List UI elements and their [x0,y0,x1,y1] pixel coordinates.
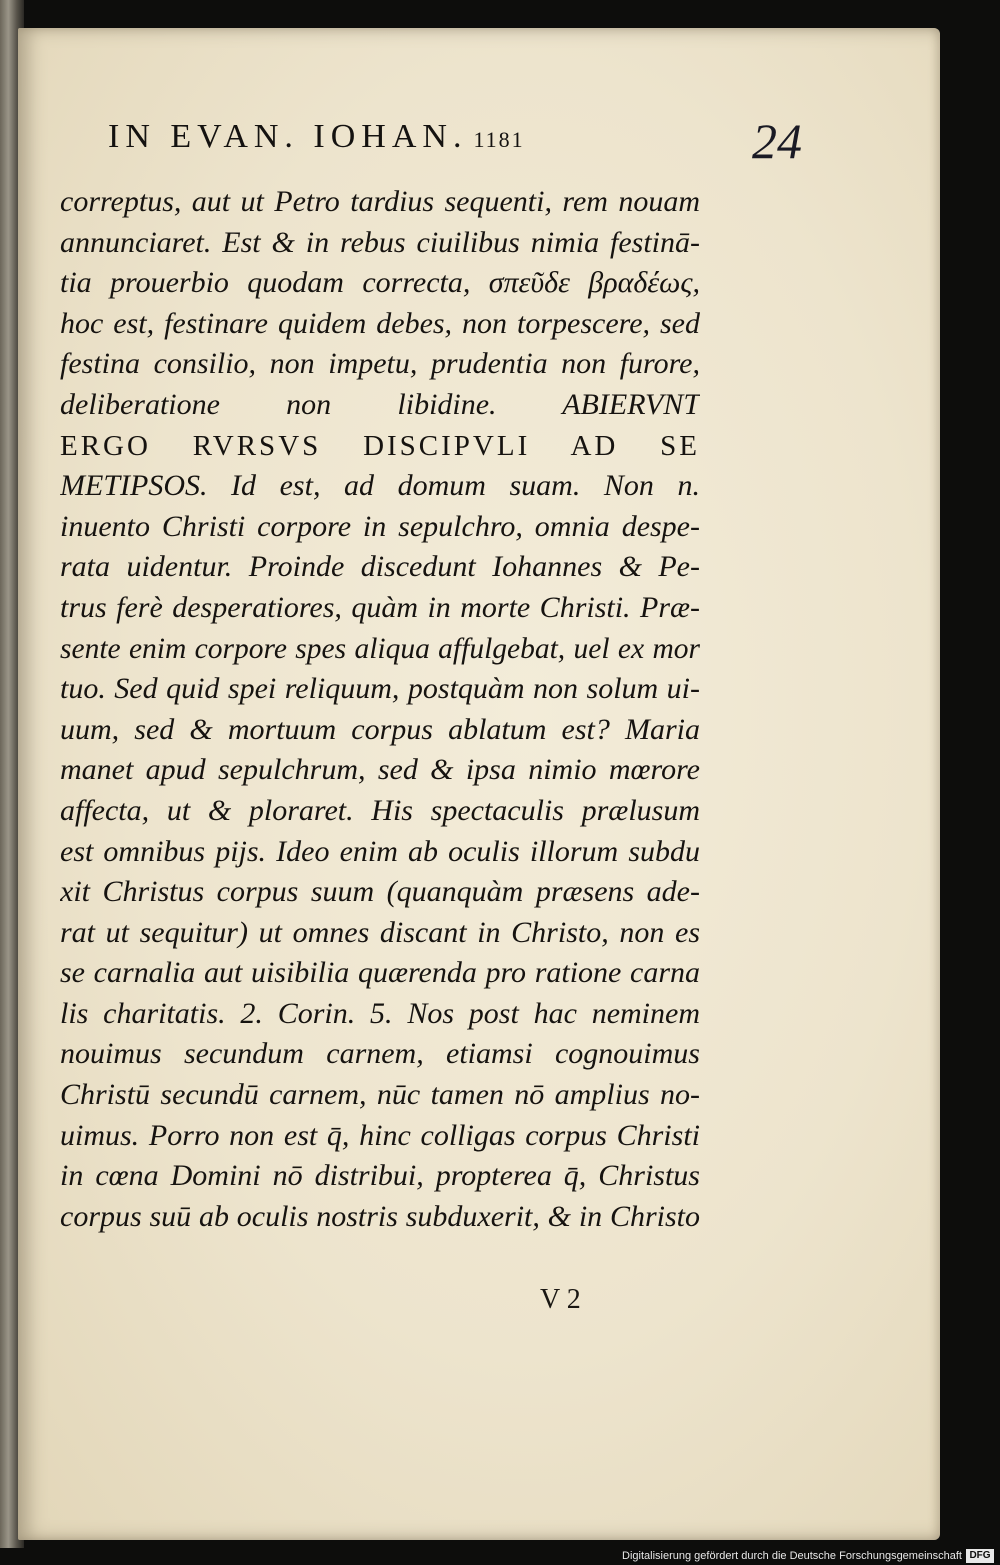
text-line: METIPSOS. Id est, ad domum suam. Non n. [60,469,700,503]
text-line: correptus, aut ut Petro tardius sequenti, rem nouam [60,185,700,218]
text-line: xit Christus corpus suum (quanquàm præsens ade- [60,875,700,909]
text-line: festina consilio, non impetu, prudentia non furore, [60,347,700,381]
text-line: in cœna Domini nō distribui, propterea q̄, Christus [60,1159,700,1193]
text-line: rata uidentur. Proinde discedunt Iohannes & Pe- [60,550,700,584]
text-line: inuento Christi corpore in sepulchro, omnia despe- [60,509,700,543]
text-line: Christū secundū carnem, nūc tamen nō amplius no- [60,1078,700,1112]
text-line: trus ferè desperatiores, quàm in morte Christi. Præ- [60,590,700,624]
text-line: tia prouerbio quodam correcta, σπεῦδε βραδέως, [60,266,700,300]
signature-mark: V 2 [540,1284,581,1315]
folio-number: 24 [752,113,802,169]
text-line: est omnibus pijs. Ideo enim ab oculis illorum subdu [60,834,700,868]
text-line: corpus suū ab oculis nostris subduxerit, & in Christo [60,1199,700,1233]
dfg-logo-icon: DFG [966,1549,994,1563]
text-line: ERGO RVRSVS DISCIPVLI AD SE [60,429,700,462]
text-line: lis charitatis. 2. Corin. 5. Nos post hac neminem [60,996,700,1030]
text-line: affecta, ut & ploraret. His spectaculis prælusum [60,793,700,827]
text-line: se carnalia aut uisibilia quærenda pro ratione carna [60,956,700,990]
digitization-credit: Digitalisierung gefördert durch die Deutsche Forschungsgemeinschaft [0,1548,1000,1565]
text-line: rat ut sequitur) ut omnes discant in Christo, non es [60,915,700,949]
running-header-mark: 1181 [473,127,525,152]
body-text [60,182,700,1282]
text-line: sente enim corpore spes aliqua affulgebat, uel ex mor [60,632,700,665]
text-line: manet apud sepulchrum, sed & ipsa nimio mœrore [60,753,700,787]
text-line: annunciaret. Est & in rebus ciuilibus nimia festinā- [60,225,700,259]
text-line: hoc est, festinare quidem debes, non torpescere, sed [60,306,700,340]
text-line: nouimus secundum carnem, etiamsi cognouimus [60,1037,700,1071]
running-header [108,118,698,168]
text-line: uum, sed & mortuum corpus ablatum est? Maria [60,712,700,746]
text-line: tuo. Sed quid spei reliquum, postquàm non solum ui- [60,672,700,706]
running-header-title: IN EVAN. IOHAN. [108,118,468,155]
text-line: uimus. Porro non est q̄, hinc colligas corpus Christi [60,1118,700,1152]
text-line: deliberatione non libidine. ABIERVNT [60,387,700,421]
